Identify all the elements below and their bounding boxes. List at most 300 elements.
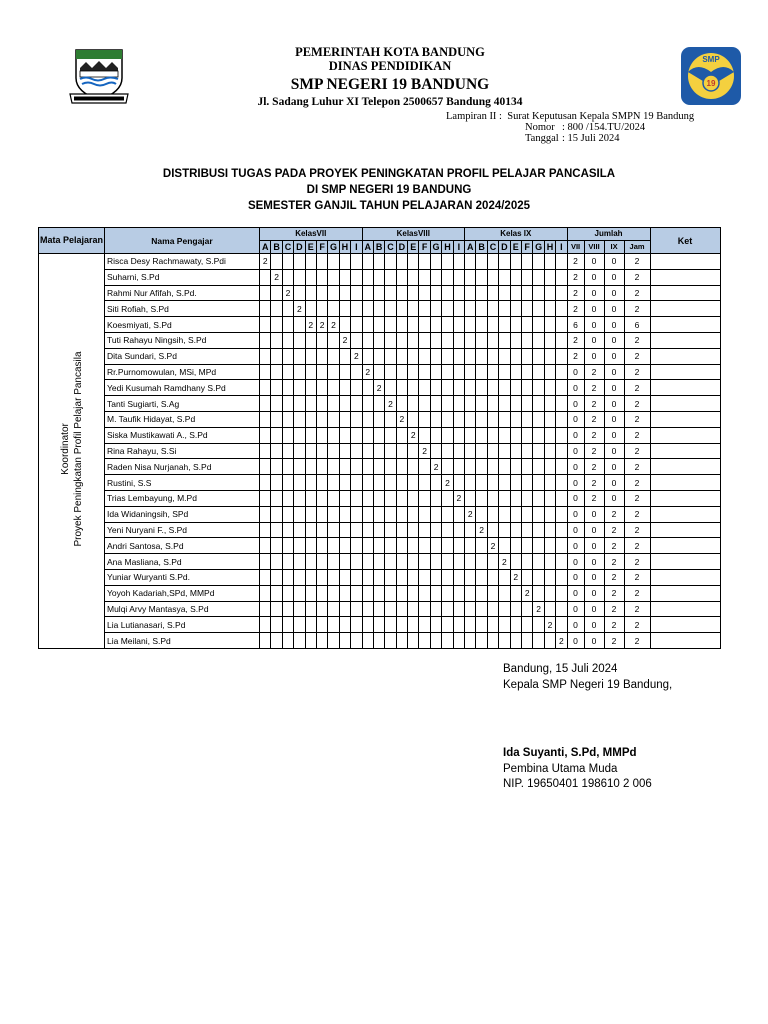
class-hours-cell (408, 301, 419, 317)
class-hours-cell (373, 569, 384, 585)
class-hours-cell (544, 554, 555, 570)
class-hours-cell (442, 459, 453, 475)
header-class-letter: C (487, 241, 498, 254)
class-hours-cell (419, 585, 430, 601)
class-hours-cell (328, 554, 339, 570)
class-hours-cell (419, 427, 430, 443)
class-hours-cell: 2 (476, 522, 487, 538)
class-hours-cell (271, 380, 282, 396)
jumlah-cell: 0 (604, 396, 624, 412)
jumlah-cell: 2 (584, 459, 604, 475)
class-hours-cell (442, 254, 453, 270)
class-hours-cell (328, 633, 339, 649)
class-hours-cell (271, 475, 282, 491)
header-class-letter: A (465, 241, 476, 254)
class-hours-cell (476, 332, 487, 348)
class-hours-cell (453, 538, 464, 554)
class-hours-cell (305, 522, 316, 538)
class-hours-cell (294, 380, 305, 396)
teacher-name: Yoyoh Kadariah,SPd, MMPd (105, 585, 260, 601)
ket-cell (650, 364, 720, 380)
class-hours-cell (533, 301, 544, 317)
class-hours-cell (521, 633, 532, 649)
class-hours-cell (385, 380, 396, 396)
class-hours-cell (556, 443, 567, 459)
class-hours-cell (373, 443, 384, 459)
jumlah-cell: 2 (584, 475, 604, 491)
class-hours-cell (430, 348, 441, 364)
class-hours-cell (499, 506, 510, 522)
class-hours-cell (373, 554, 384, 570)
signature-block (503, 662, 672, 793)
teacher-name: Ida Widaningsih, SPd (105, 506, 260, 522)
table-row (39, 585, 721, 601)
title-line-3: SEMESTER GANJIL TAHUN PELAJARAN 2024/2025 (247, 200, 531, 212)
class-hours-cell (362, 396, 373, 412)
class-hours-cell: 2 (442, 475, 453, 491)
header-ket: Ket (650, 228, 720, 254)
class-hours-cell (556, 459, 567, 475)
class-hours-cell (282, 269, 293, 285)
jumlah-cell: 0 (567, 601, 584, 617)
jumlah-cell: 2 (624, 443, 650, 459)
title-line-2: DI SMP NEGERI 19 BANDUNG (306, 184, 472, 196)
class-hours-cell (499, 538, 510, 554)
table-row (39, 569, 721, 585)
ket-cell (650, 459, 720, 475)
class-hours-cell (442, 601, 453, 617)
class-hours-cell (487, 601, 498, 617)
role-line-2: Proyek Peningkatan Profil Pelajar Pancasila (73, 351, 84, 547)
class-hours-cell (510, 427, 521, 443)
class-hours-cell (328, 427, 339, 443)
class-hours-cell (544, 459, 555, 475)
class-hours-cell (408, 364, 419, 380)
class-hours-cell (476, 475, 487, 491)
ket-cell (650, 443, 720, 459)
class-hours-cell (373, 427, 384, 443)
table-row (39, 443, 721, 459)
jumlah-cell: 2 (624, 459, 650, 475)
class-hours-cell (442, 332, 453, 348)
class-hours-cell: 2 (487, 538, 498, 554)
class-hours-cell (465, 585, 476, 601)
table-row (39, 554, 721, 570)
class-hours-cell (316, 459, 327, 475)
class-hours-cell (533, 522, 544, 538)
class-hours-cell (294, 332, 305, 348)
jumlah-cell: 0 (584, 585, 604, 601)
ket-cell (650, 380, 720, 396)
ket-cell (650, 285, 720, 301)
teacher-name: Siti Rofiah, S.Pd (105, 301, 260, 317)
class-hours-cell (419, 538, 430, 554)
class-hours-cell (294, 411, 305, 427)
class-hours-cell (510, 475, 521, 491)
jumlah-cell: 0 (584, 301, 604, 317)
class-hours-cell (533, 332, 544, 348)
class-hours-cell (260, 522, 271, 538)
ket-cell (650, 585, 720, 601)
class-hours-cell (396, 269, 407, 285)
jumlah-cell: 2 (584, 490, 604, 506)
class-hours-cell (533, 585, 544, 601)
jumlah-cell: 2 (567, 301, 584, 317)
class-hours-cell (316, 285, 327, 301)
class-hours-cell (351, 380, 362, 396)
class-hours-cell (476, 269, 487, 285)
teacher-name: Rahmi Nur Afifah, S.Pd. (105, 285, 260, 301)
class-hours-cell (453, 380, 464, 396)
jumlah-cell: 0 (584, 269, 604, 285)
teacher-name: Raden Nisa Nurjanah, S.Pd (105, 459, 260, 475)
letterhead (200, 45, 580, 109)
class-hours-cell (453, 317, 464, 333)
class-hours-cell (544, 522, 555, 538)
class-hours-cell (419, 254, 430, 270)
class-hours-cell (351, 396, 362, 412)
class-hours-cell (442, 554, 453, 570)
class-hours-cell (487, 459, 498, 475)
tanggal-value: : 15 Juli 2024 (562, 133, 620, 144)
class-hours-cell (339, 633, 350, 649)
class-hours-cell (408, 254, 419, 270)
class-hours-cell (533, 427, 544, 443)
header-class-letter: I (351, 241, 362, 254)
class-hours-cell (419, 506, 430, 522)
class-hours-cell (442, 538, 453, 554)
ket-cell (650, 254, 720, 270)
class-hours-cell (499, 617, 510, 633)
class-hours-cell (385, 522, 396, 538)
jumlah-cell: 2 (624, 506, 650, 522)
class-hours-cell (294, 538, 305, 554)
class-hours-cell (521, 254, 532, 270)
class-hours-cell (385, 506, 396, 522)
class-hours-cell (373, 601, 384, 617)
ket-cell (650, 617, 720, 633)
class-hours-cell (533, 317, 544, 333)
class-hours-cell (533, 459, 544, 475)
class-hours-cell (271, 506, 282, 522)
class-hours-cell (294, 396, 305, 412)
class-hours-cell (442, 443, 453, 459)
jumlah-cell: 0 (567, 633, 584, 649)
class-hours-cell (465, 317, 476, 333)
class-hours-cell (271, 254, 282, 270)
class-hours-cell: 2 (408, 427, 419, 443)
class-hours-cell (316, 522, 327, 538)
class-hours-cell (385, 490, 396, 506)
smp-logo-text: SMP (702, 55, 720, 64)
class-hours-cell (499, 254, 510, 270)
jumlah-cell: 0 (584, 285, 604, 301)
jumlah-cell: 0 (604, 411, 624, 427)
class-hours-cell (453, 459, 464, 475)
header-class-letter: G (430, 241, 441, 254)
class-hours-cell (408, 490, 419, 506)
class-hours-cell (408, 285, 419, 301)
table-row (39, 332, 721, 348)
teacher-name: Koesmiyati, S.Pd (105, 317, 260, 333)
class-hours-cell (510, 317, 521, 333)
class-hours-cell (351, 427, 362, 443)
class-hours-cell (260, 569, 271, 585)
class-hours-cell (544, 285, 555, 301)
class-hours-cell (282, 364, 293, 380)
header-class-letter: I (453, 241, 464, 254)
table-row (39, 459, 721, 475)
class-hours-cell (510, 364, 521, 380)
ket-cell (650, 569, 720, 585)
class-hours-cell (442, 348, 453, 364)
class-hours-cell (351, 285, 362, 301)
table-row (39, 348, 721, 364)
class-hours-cell (556, 601, 567, 617)
header-class-letter: A (362, 241, 373, 254)
jumlah-cell: 0 (567, 459, 584, 475)
class-hours-cell (465, 443, 476, 459)
jumlah-cell: 0 (567, 475, 584, 491)
header-class-letter: D (294, 241, 305, 254)
class-hours-cell (465, 254, 476, 270)
class-hours-cell (385, 538, 396, 554)
class-hours-cell (305, 554, 316, 570)
class-hours-cell (271, 317, 282, 333)
class-hours-cell (430, 522, 441, 538)
header-kelas-ix: Kelas IX (465, 228, 568, 241)
class-hours-cell (271, 348, 282, 364)
class-hours-cell (328, 459, 339, 475)
class-hours-cell (419, 348, 430, 364)
header-mata-pelajaran: Mata Pelajaran (39, 228, 105, 254)
class-hours-cell (430, 411, 441, 427)
class-hours-cell (408, 396, 419, 412)
class-hours-cell (282, 301, 293, 317)
ket-cell (650, 396, 720, 412)
class-hours-cell (442, 285, 453, 301)
teacher-name: Andri Santosa, S.Pd (105, 538, 260, 554)
class-hours-cell (362, 301, 373, 317)
class-hours-cell (510, 538, 521, 554)
class-hours-cell (430, 601, 441, 617)
class-hours-cell (396, 475, 407, 491)
class-hours-cell (351, 301, 362, 317)
ket-cell (650, 411, 720, 427)
class-hours-cell (510, 443, 521, 459)
class-hours-cell (294, 569, 305, 585)
jumlah-cell: 2 (624, 601, 650, 617)
class-hours-cell (510, 301, 521, 317)
class-hours-cell (487, 269, 498, 285)
class-hours-cell (385, 332, 396, 348)
table-row (39, 364, 721, 380)
signature-rank: Pembina Utama Muda (503, 762, 618, 775)
class-hours-cell (453, 269, 464, 285)
class-hours-cell (521, 522, 532, 538)
class-hours-cell (260, 285, 271, 301)
class-hours-cell (533, 380, 544, 396)
class-hours-cell (453, 585, 464, 601)
jumlah-cell: 0 (567, 585, 584, 601)
class-hours-cell (521, 411, 532, 427)
class-hours-cell (305, 633, 316, 649)
class-hours-cell (556, 269, 567, 285)
header-class-letter: F (419, 241, 430, 254)
distribution-table (38, 227, 721, 649)
class-hours-cell (521, 569, 532, 585)
class-hours-cell (351, 617, 362, 633)
class-hours-cell (305, 427, 316, 443)
class-hours-cell (271, 427, 282, 443)
class-hours-cell (499, 332, 510, 348)
jumlah-cell: 0 (584, 601, 604, 617)
jumlah-cell: 0 (584, 506, 604, 522)
header-class-letter: E (408, 241, 419, 254)
jumlah-cell: 0 (604, 459, 624, 475)
class-hours-cell (453, 348, 464, 364)
class-hours-cell (430, 585, 441, 601)
class-hours-cell (487, 522, 498, 538)
class-hours-cell (328, 254, 339, 270)
class-hours-cell (430, 285, 441, 301)
class-hours-cell (328, 522, 339, 538)
class-hours-cell (510, 396, 521, 412)
class-hours-cell (499, 269, 510, 285)
class-hours-cell (476, 443, 487, 459)
class-hours-cell (282, 522, 293, 538)
class-hours-cell (294, 459, 305, 475)
class-hours-cell (521, 538, 532, 554)
class-hours-cell (499, 522, 510, 538)
class-hours-cell: 2 (419, 443, 430, 459)
class-hours-cell (419, 554, 430, 570)
class-hours-cell (556, 285, 567, 301)
teacher-name: Siska Mustikawati A., S.Pd (105, 427, 260, 443)
class-hours-cell (260, 411, 271, 427)
teacher-name: Trias Lembayung, M.Pd (105, 490, 260, 506)
class-hours-cell (510, 332, 521, 348)
class-hours-cell (442, 522, 453, 538)
class-hours-cell: 2 (385, 396, 396, 412)
class-hours-cell (271, 364, 282, 380)
class-hours-cell (499, 459, 510, 475)
jumlah-cell: 0 (567, 427, 584, 443)
class-hours-cell (396, 443, 407, 459)
jumlah-cell: 2 (624, 538, 650, 554)
header-jumlah-1: VIII (584, 241, 604, 254)
class-hours-cell (373, 396, 384, 412)
jumlah-cell: 0 (604, 348, 624, 364)
ket-cell (650, 538, 720, 554)
title-line-1: DISTRIBUSI TUGAS PADA PROYEK PENINGKATAN PROFIL PELAJAR PANCASILA (162, 168, 616, 180)
class-hours-cell (362, 617, 373, 633)
class-hours-cell (362, 538, 373, 554)
class-hours-cell (533, 269, 544, 285)
class-hours-cell (499, 475, 510, 491)
class-hours-cell (305, 538, 316, 554)
class-hours-cell (328, 380, 339, 396)
class-hours-cell (544, 364, 555, 380)
class-hours-cell (282, 427, 293, 443)
class-hours-cell (305, 269, 316, 285)
jumlah-cell: 2 (624, 348, 650, 364)
jumlah-cell: 6 (624, 317, 650, 333)
class-hours-cell (328, 443, 339, 459)
class-hours-cell (271, 538, 282, 554)
class-hours-cell (271, 569, 282, 585)
class-hours-cell (453, 475, 464, 491)
class-hours-cell (316, 332, 327, 348)
class-hours-cell (499, 569, 510, 585)
class-hours-cell (430, 554, 441, 570)
class-hours-cell (396, 633, 407, 649)
class-hours-cell (521, 364, 532, 380)
class-hours-cell (442, 585, 453, 601)
class-hours-cell (408, 506, 419, 522)
class-hours-cell (339, 585, 350, 601)
class-hours-cell (260, 585, 271, 601)
class-hours-cell (544, 443, 555, 459)
class-hours-cell (499, 317, 510, 333)
class-hours-cell (476, 427, 487, 443)
class-hours-cell (544, 475, 555, 491)
class-hours-cell (487, 569, 498, 585)
jumlah-cell: 0 (567, 364, 584, 380)
class-hours-cell (533, 396, 544, 412)
class-hours-cell (465, 459, 476, 475)
class-hours-cell (271, 285, 282, 301)
class-hours-cell (442, 317, 453, 333)
class-hours-cell (544, 348, 555, 364)
class-hours-cell (271, 522, 282, 538)
class-hours-cell (453, 443, 464, 459)
class-hours-cell (305, 490, 316, 506)
jumlah-cell: 2 (624, 396, 650, 412)
class-hours-cell (260, 475, 271, 491)
class-hours-cell (556, 380, 567, 396)
class-hours-cell: 2 (282, 285, 293, 301)
class-hours-cell (465, 411, 476, 427)
class-hours-cell (487, 411, 498, 427)
jumlah-cell: 0 (584, 317, 604, 333)
class-hours-cell (339, 411, 350, 427)
class-hours-cell (419, 617, 430, 633)
table-row (39, 411, 721, 427)
class-hours-cell (476, 585, 487, 601)
class-hours-cell: 2 (328, 317, 339, 333)
class-hours-cell (339, 538, 350, 554)
class-hours-cell (521, 617, 532, 633)
class-hours-cell (271, 332, 282, 348)
class-hours-cell (351, 490, 362, 506)
jumlah-cell: 0 (604, 301, 624, 317)
class-hours-cell (305, 569, 316, 585)
class-hours-cell (430, 475, 441, 491)
class-hours-cell (408, 332, 419, 348)
teacher-name: Tuti Rahayu Ningsih, S.Pd (105, 332, 260, 348)
class-hours-cell (465, 538, 476, 554)
class-hours-cell (362, 475, 373, 491)
class-hours-cell (499, 427, 510, 443)
jumlah-cell: 2 (584, 396, 604, 412)
class-hours-cell: 2 (510, 569, 521, 585)
class-hours-cell (487, 254, 498, 270)
class-hours-cell (316, 554, 327, 570)
class-hours-cell (282, 506, 293, 522)
class-hours-cell (533, 348, 544, 364)
smp-logo-number: 19 (706, 79, 716, 88)
